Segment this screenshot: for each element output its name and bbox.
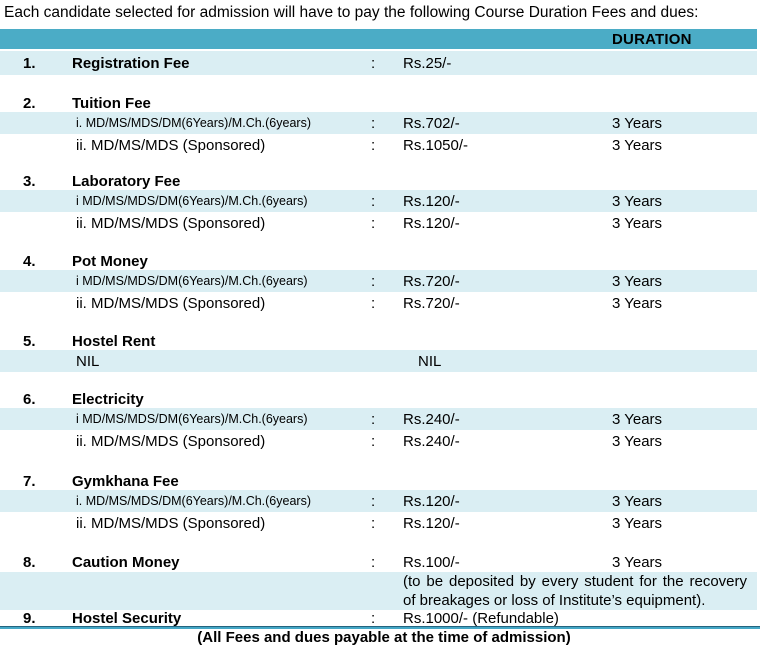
fee-name: Electricity xyxy=(72,390,144,408)
row-number: 2. xyxy=(23,94,36,112)
section-laboratory-fee xyxy=(0,172,757,234)
row-gymkhana-fee-item-i xyxy=(0,490,757,512)
row-tuition-fee-item-i xyxy=(0,112,757,134)
fee-name: Hostel Security xyxy=(72,610,182,627)
row-tuition-fee-item-ii xyxy=(0,134,757,156)
fee-name: Tuition Fee xyxy=(72,94,151,112)
row-number: 6. xyxy=(23,390,36,408)
colon-separator: : xyxy=(371,114,376,132)
colon-separator: : xyxy=(371,54,376,72)
section-tuition-fee xyxy=(0,94,757,156)
fee-subitem-label: i MD/MS/MDS/DM(6Years)/M.Ch.(6years) xyxy=(76,274,308,288)
row-number: 1. xyxy=(23,54,36,72)
fee-value: Rs.720/- xyxy=(403,294,460,312)
fee-value: Rs.25/- xyxy=(403,54,452,72)
fee-duration: 3 Years xyxy=(612,410,663,428)
fee-duration: 3 Years xyxy=(612,214,663,232)
fee-value: Rs.240/- xyxy=(403,432,460,450)
colon-separator: : xyxy=(371,294,376,312)
fee-value: Rs.120/- xyxy=(403,492,460,510)
colon-separator: : xyxy=(371,432,376,450)
fee-duration: 3 Years xyxy=(612,553,663,571)
fee-name: Gymkhana Fee xyxy=(72,472,179,490)
row-electricity-item-ii xyxy=(0,430,757,452)
row-pot-money-item-i xyxy=(0,270,757,292)
fee-value: Rs.240/- xyxy=(403,410,460,428)
section-hostel-rent xyxy=(0,332,757,372)
fee-duration: 3 Years xyxy=(612,432,663,450)
row-number: 7. xyxy=(23,472,36,490)
colon-separator: : xyxy=(371,514,376,532)
fee-value: Rs.120/- xyxy=(403,214,460,232)
fee-subitem-label: i MD/MS/MDS/DM(6Years)/M.Ch.(6years) xyxy=(76,412,308,426)
fee-subitem-label: ii. MD/MS/MDS (Sponsored) xyxy=(76,432,266,450)
section-caution-money xyxy=(0,552,757,610)
fee-duration: 3 Years xyxy=(612,192,663,210)
section-gymkhana-fee xyxy=(0,472,757,534)
section-pot-money xyxy=(0,252,757,314)
row-caution-money-note xyxy=(0,572,757,610)
row-caution-money xyxy=(0,552,757,572)
row-gymkhana-fee-item-ii xyxy=(0,512,757,534)
fee-name: Hostel Rent xyxy=(72,332,156,350)
colon-separator: : xyxy=(371,192,376,210)
fee-value: NIL xyxy=(418,352,442,370)
colon-separator: : xyxy=(371,272,376,290)
colon-separator: : xyxy=(371,136,376,154)
colon-separator: : xyxy=(371,410,376,428)
colon-separator: : xyxy=(371,610,376,627)
fee-value: Rs.120/- xyxy=(403,192,460,210)
colon-separator: : xyxy=(371,553,376,571)
row-number: 8. xyxy=(23,553,36,571)
row-number: 9. xyxy=(23,610,36,627)
row-laboratory-fee-item-i xyxy=(0,190,757,212)
fee-value: Rs.120/- xyxy=(403,514,460,532)
row-laboratory-fee-item-ii xyxy=(0,212,757,234)
fee-subitem-label: NIL xyxy=(76,352,100,370)
fee-name: Pot Money xyxy=(72,252,148,270)
fee-duration: 3 Years xyxy=(612,136,663,154)
fee-subitem-label: ii. MD/MS/MDS (Sponsored) xyxy=(76,514,266,532)
row-number: 4. xyxy=(23,252,36,270)
fee-subitem-label: i. MD/MS/MDS/DM(6Years)/M.Ch.(6years) xyxy=(76,116,311,130)
colon-separator: : xyxy=(371,214,376,232)
row-number: 5. xyxy=(23,332,36,350)
row-registration-fee xyxy=(0,51,757,75)
row-electricity xyxy=(0,390,757,408)
fee-subitem-label: ii. MD/MS/MDS (Sponsored) xyxy=(76,136,266,154)
fee-subitem-label: ii. MD/MS/MDS (Sponsored) xyxy=(76,214,266,232)
fee-name: Registration Fee xyxy=(72,54,190,72)
row-hostel-rent xyxy=(0,332,757,350)
fee-name: Caution Money xyxy=(72,553,180,571)
row-pot-money xyxy=(0,252,757,270)
fee-subitem-label: i MD/MS/MDS/DM(6Years)/M.Ch.(6years) xyxy=(76,194,308,208)
section-electricity xyxy=(0,390,757,452)
fee-subitem-label: ii. MD/MS/MDS (Sponsored) xyxy=(76,294,266,312)
caution-money-note-text: (to be deposited by every student for the recovery of breakages or loss of Institute’s equipment). xyxy=(403,573,747,609)
row-electricity-item-i xyxy=(0,408,757,430)
fee-value: Rs.720/- xyxy=(403,272,460,290)
fee-value: Rs.1050/- xyxy=(403,136,469,154)
fee-value: Rs.702/- xyxy=(403,114,460,132)
row-number: 3. xyxy=(23,172,36,190)
table-header-row xyxy=(0,29,757,49)
fee-duration: 3 Years xyxy=(612,114,663,132)
fee-name: Laboratory Fee xyxy=(72,172,181,190)
colon-separator: : xyxy=(371,492,376,510)
footer-note: (All Fees and dues payable at the time of admission) xyxy=(197,629,571,646)
page-title: Each candidate selected for admission will have to pay the following Course Duration Fees and dues: xyxy=(4,4,699,21)
row-tuition-fee xyxy=(0,94,757,112)
fee-duration: 3 Years xyxy=(612,492,663,510)
fee-duration: 3 Years xyxy=(612,514,663,532)
fee-value: Rs.100/- xyxy=(403,553,460,571)
fee-table xyxy=(0,29,757,626)
row-hostel-security xyxy=(0,610,757,626)
fee-duration: 3 Years xyxy=(612,294,663,312)
fee-duration: 3 Years xyxy=(612,272,663,290)
row-gymkhana-fee xyxy=(0,472,757,490)
row-pot-money-item-ii xyxy=(0,292,757,314)
duration-column-header: DURATION xyxy=(612,30,692,48)
row-hostel-rent-nil xyxy=(0,350,757,372)
fee-value: Rs.1000/- (Refundable) xyxy=(403,610,559,627)
row-laboratory-fee xyxy=(0,172,757,190)
fee-subitem-label: i. MD/MS/MDS/DM(6Years)/M.Ch.(6years) xyxy=(76,494,311,508)
